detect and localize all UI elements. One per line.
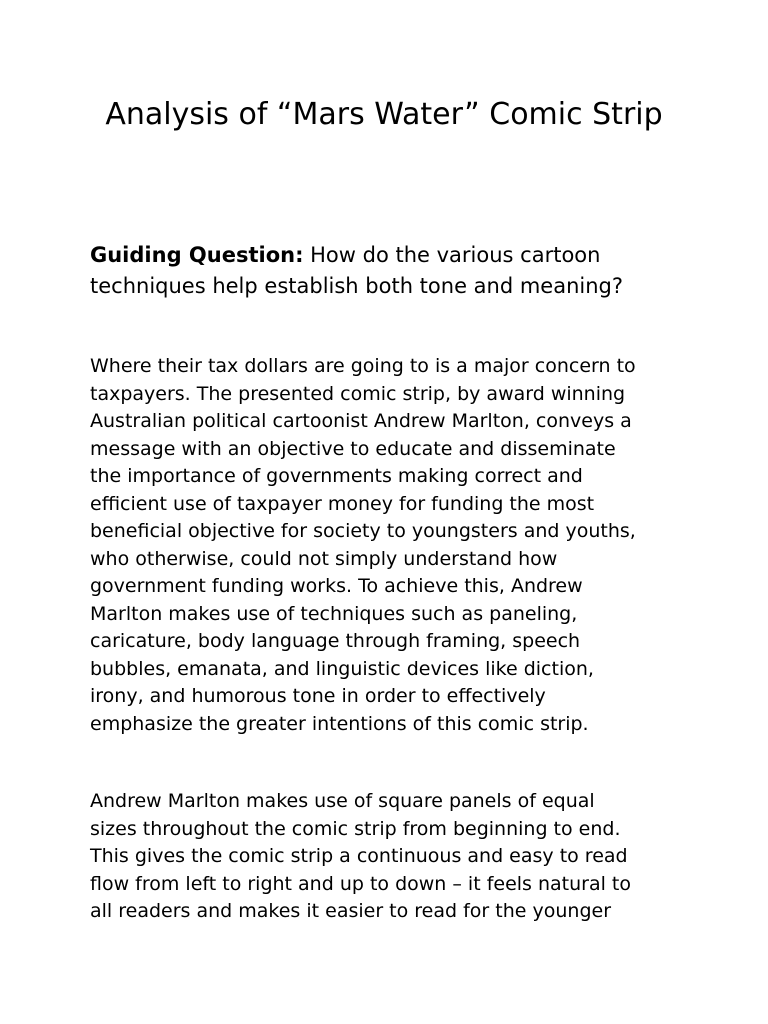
guiding-question: [90, 240, 690, 302]
paragraph-panels: [90, 788, 690, 926]
paragraph-line: sizes throughout the comic strip from beginning to end.: [90, 817, 621, 840]
paragraph-line: Andrew Marlton makes use of square panels of equal: [90, 790, 595, 812]
page-title: Analysis of “Mars Water” Comic Strip: [105, 97, 663, 132]
paragraph-line: who otherwise, could not simply understand how: [90, 547, 558, 570]
paragraph-line: irony, and humorous tone in order to effectively: [90, 685, 546, 707]
paragraph-line: caricature, body language through framing, speech: [90, 630, 581, 652]
paragraph-line: beneficial objective for society to youngsters and youths,: [90, 520, 636, 542]
paragraph-line: bubbles, emanata, and linguistic devices like diction,: [90, 657, 594, 680]
paragraph-line: message with an objective to educate and disseminate: [90, 437, 616, 460]
paragraph-line: the importance of governments making correct and: [90, 465, 583, 487]
paragraph-line: Australian political cartoonist Andrew Marlton, conveys a: [90, 410, 632, 432]
paragraph-line: This gives the comic strip a continuous and easy to read: [90, 845, 628, 867]
paragraph-line: taxpayers. The presented comic strip, by award winning: [90, 382, 626, 405]
guiding-question-text: How do the various cartoon techniques help establish both tone and meaning?: [90, 243, 624, 298]
paragraph-line: efficient use of taxpayer money for funding the most: [90, 492, 595, 515]
guiding-question-label: Guiding Question:: [90, 243, 304, 267]
paragraph-line: Where their tax dollars are going to is a major concern to: [90, 355, 636, 377]
paragraph-line: Marlton makes use of techniques such as paneling,: [90, 602, 578, 625]
paragraph-line: all readers and makes it easier to read for the younger: [90, 900, 612, 922]
paragraph-line: government funding works. To achieve this, Andrew: [90, 575, 583, 597]
paragraph-line: emphasize the greater intentions of this comic strip.: [90, 712, 589, 735]
paragraph-line: flow from left to right and up to down – it feels natural to: [90, 872, 631, 895]
paragraph-intro: [90, 353, 690, 738]
